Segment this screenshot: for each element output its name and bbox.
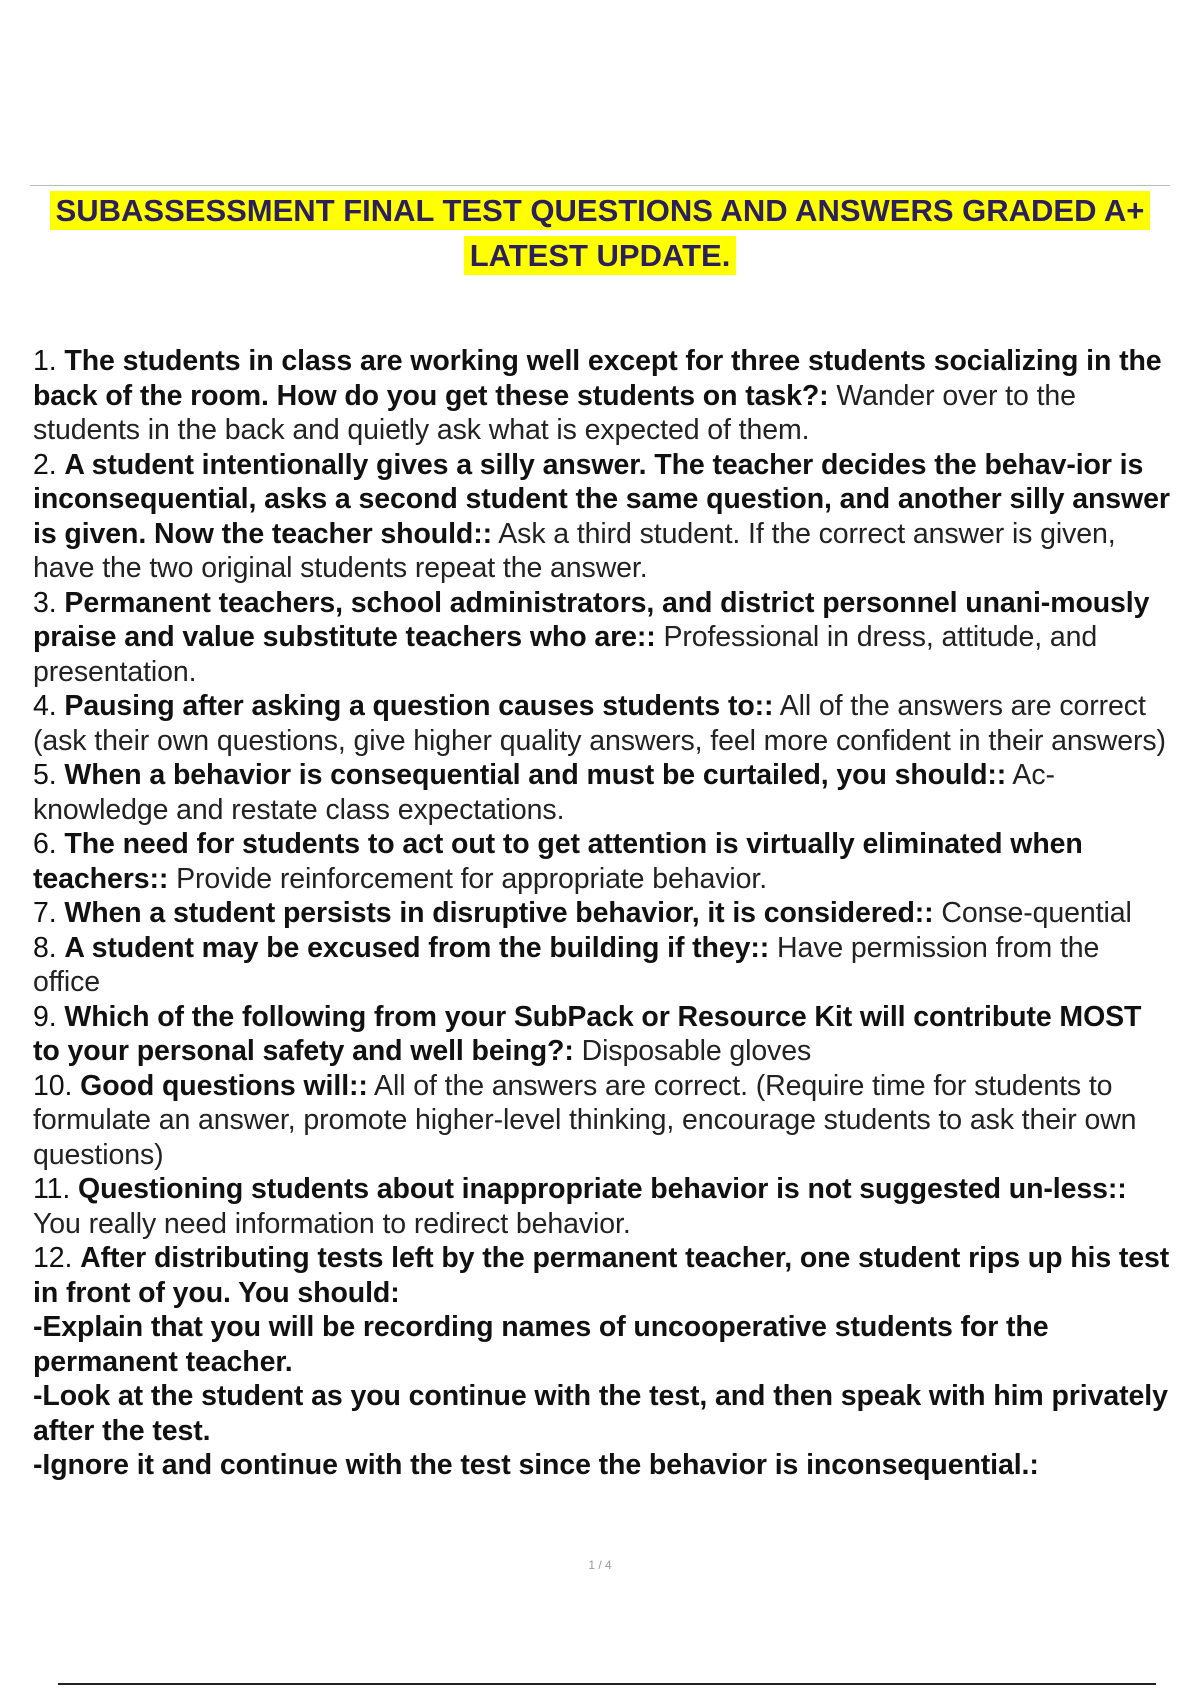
qa-item-6 <box>33 827 1173 896</box>
question-text: When a student persists in disruptive behavior, it is considered:: <box>64 897 934 929</box>
answer-text: Provide reinforcement for appropriate behavior. <box>176 862 768 895</box>
item-number: 12. <box>33 1242 73 1274</box>
qa-item-7 <box>33 896 1173 931</box>
question-text: A student intentionally gives a silly answer. The teacher decides the behav-ior is inconsequential, asks a second student the same question, and another silly answer is given. Now the teacher should:: <box>33 448 1170 550</box>
page-number: 1 / 4 <box>588 1558 612 1572</box>
item-number: 4. <box>33 690 57 722</box>
item-number: 8. <box>33 931 57 964</box>
qa-item-1 <box>33 344 1173 448</box>
qa-item-2 <box>33 448 1173 586</box>
item-number: 5. <box>33 759 57 791</box>
question-text: Pausing after asking a question causes students to:: <box>64 690 774 722</box>
item-number: 7. <box>33 897 57 929</box>
answer-text: Wander over to the students in the back and quietly ask what is expected of them. <box>33 379 1076 446</box>
question-text: Good questions will:: <box>80 1069 368 1102</box>
qa-item-4 <box>33 689 1173 758</box>
qa-item-8 <box>33 931 1173 1000</box>
option-2: -Look at the student as you continue with the test, and then speak with him privately after the test. <box>33 1380 1168 1447</box>
answer-text: Ac-knowledge and restate class expectations. <box>33 759 1055 826</box>
title-line-1: SUBASSESSMENT FINAL TEST QUESTIONS AND ANSWERS GRADED A+ <box>50 191 1151 230</box>
answer-text: Ask a third student. If the correct answer is given, have the two original students repeat the answer. <box>33 517 1116 584</box>
item-number: 1. <box>33 345 57 377</box>
question-text: Which of the following from your SubPack or Resource Kit will contribute MOST to your personal safety and well being?: <box>33 1000 1142 1067</box>
qa-item-12 <box>33 1241 1173 1310</box>
answer-text: You really need information to redirect behavior. <box>33 1207 631 1240</box>
qa-list <box>33 344 1173 1483</box>
item-number: 3. <box>33 586 57 619</box>
qa-item-11 <box>33 1172 1173 1241</box>
question-text: The need for students to act out to get attention is virtually eliminated when teachers:: <box>33 828 1083 895</box>
question-text: Questioning students about inappropriate behavior is not suggested un-less:: <box>78 1173 1127 1205</box>
answer-text: Professional in dress, attitude, and presentation. <box>33 621 1098 688</box>
bottom-divider <box>58 1683 1156 1685</box>
qa-item-9 <box>33 1000 1173 1069</box>
answer-text: Have permission from the office <box>33 931 1100 998</box>
option-3: -Ignore it and continue with the test since the behavior is inconsequential.: <box>33 1449 1039 1481</box>
top-divider <box>30 185 1170 186</box>
answer-text: All of the answers are correct. (Require time for students to formulate an answer, promote higher-level thinking, encourage students to ask their own questions) <box>33 1069 1137 1171</box>
qa-item-5 <box>33 758 1173 827</box>
item-number: 2. <box>33 448 57 481</box>
item-number: 9. <box>33 1000 57 1033</box>
qa-item-3 <box>33 586 1173 690</box>
question-text: A student may be excused from the building if they:: <box>64 931 770 964</box>
qa-item-10 <box>33 1069 1173 1173</box>
question-text: After distributing tests left by the permanent teacher, one student rips up his test in front of you. You should: <box>33 1242 1170 1309</box>
answer-text: All of the answers are correct (ask their own questions, give higher quality answers, feel more confident in their answers) <box>33 690 1166 757</box>
question-text: When a behavior is consequential and must be curtailed, you should:: <box>64 759 1007 791</box>
item-number: 11. <box>33 1173 71 1205</box>
document-title <box>0 188 1200 278</box>
answer-text: Disposable gloves <box>581 1035 812 1067</box>
title-line-2: LATEST UPDATE. <box>464 236 737 275</box>
question-text: The students in class are working well except for three students socializing in the back of the room. How do you get these students on task?: <box>33 345 1162 412</box>
question-text: Permanent teachers, school administrators, and district personnel unani-mously praise and value substitute teachers who are:: <box>33 586 1150 653</box>
answer-text: Conse-quential <box>941 897 1132 929</box>
item-number: 10. <box>33 1069 73 1102</box>
option-1: -Explain that you will be recording names of uncooperative students for the permanent teacher. <box>33 1311 1049 1378</box>
item-number: 6. <box>33 828 57 860</box>
